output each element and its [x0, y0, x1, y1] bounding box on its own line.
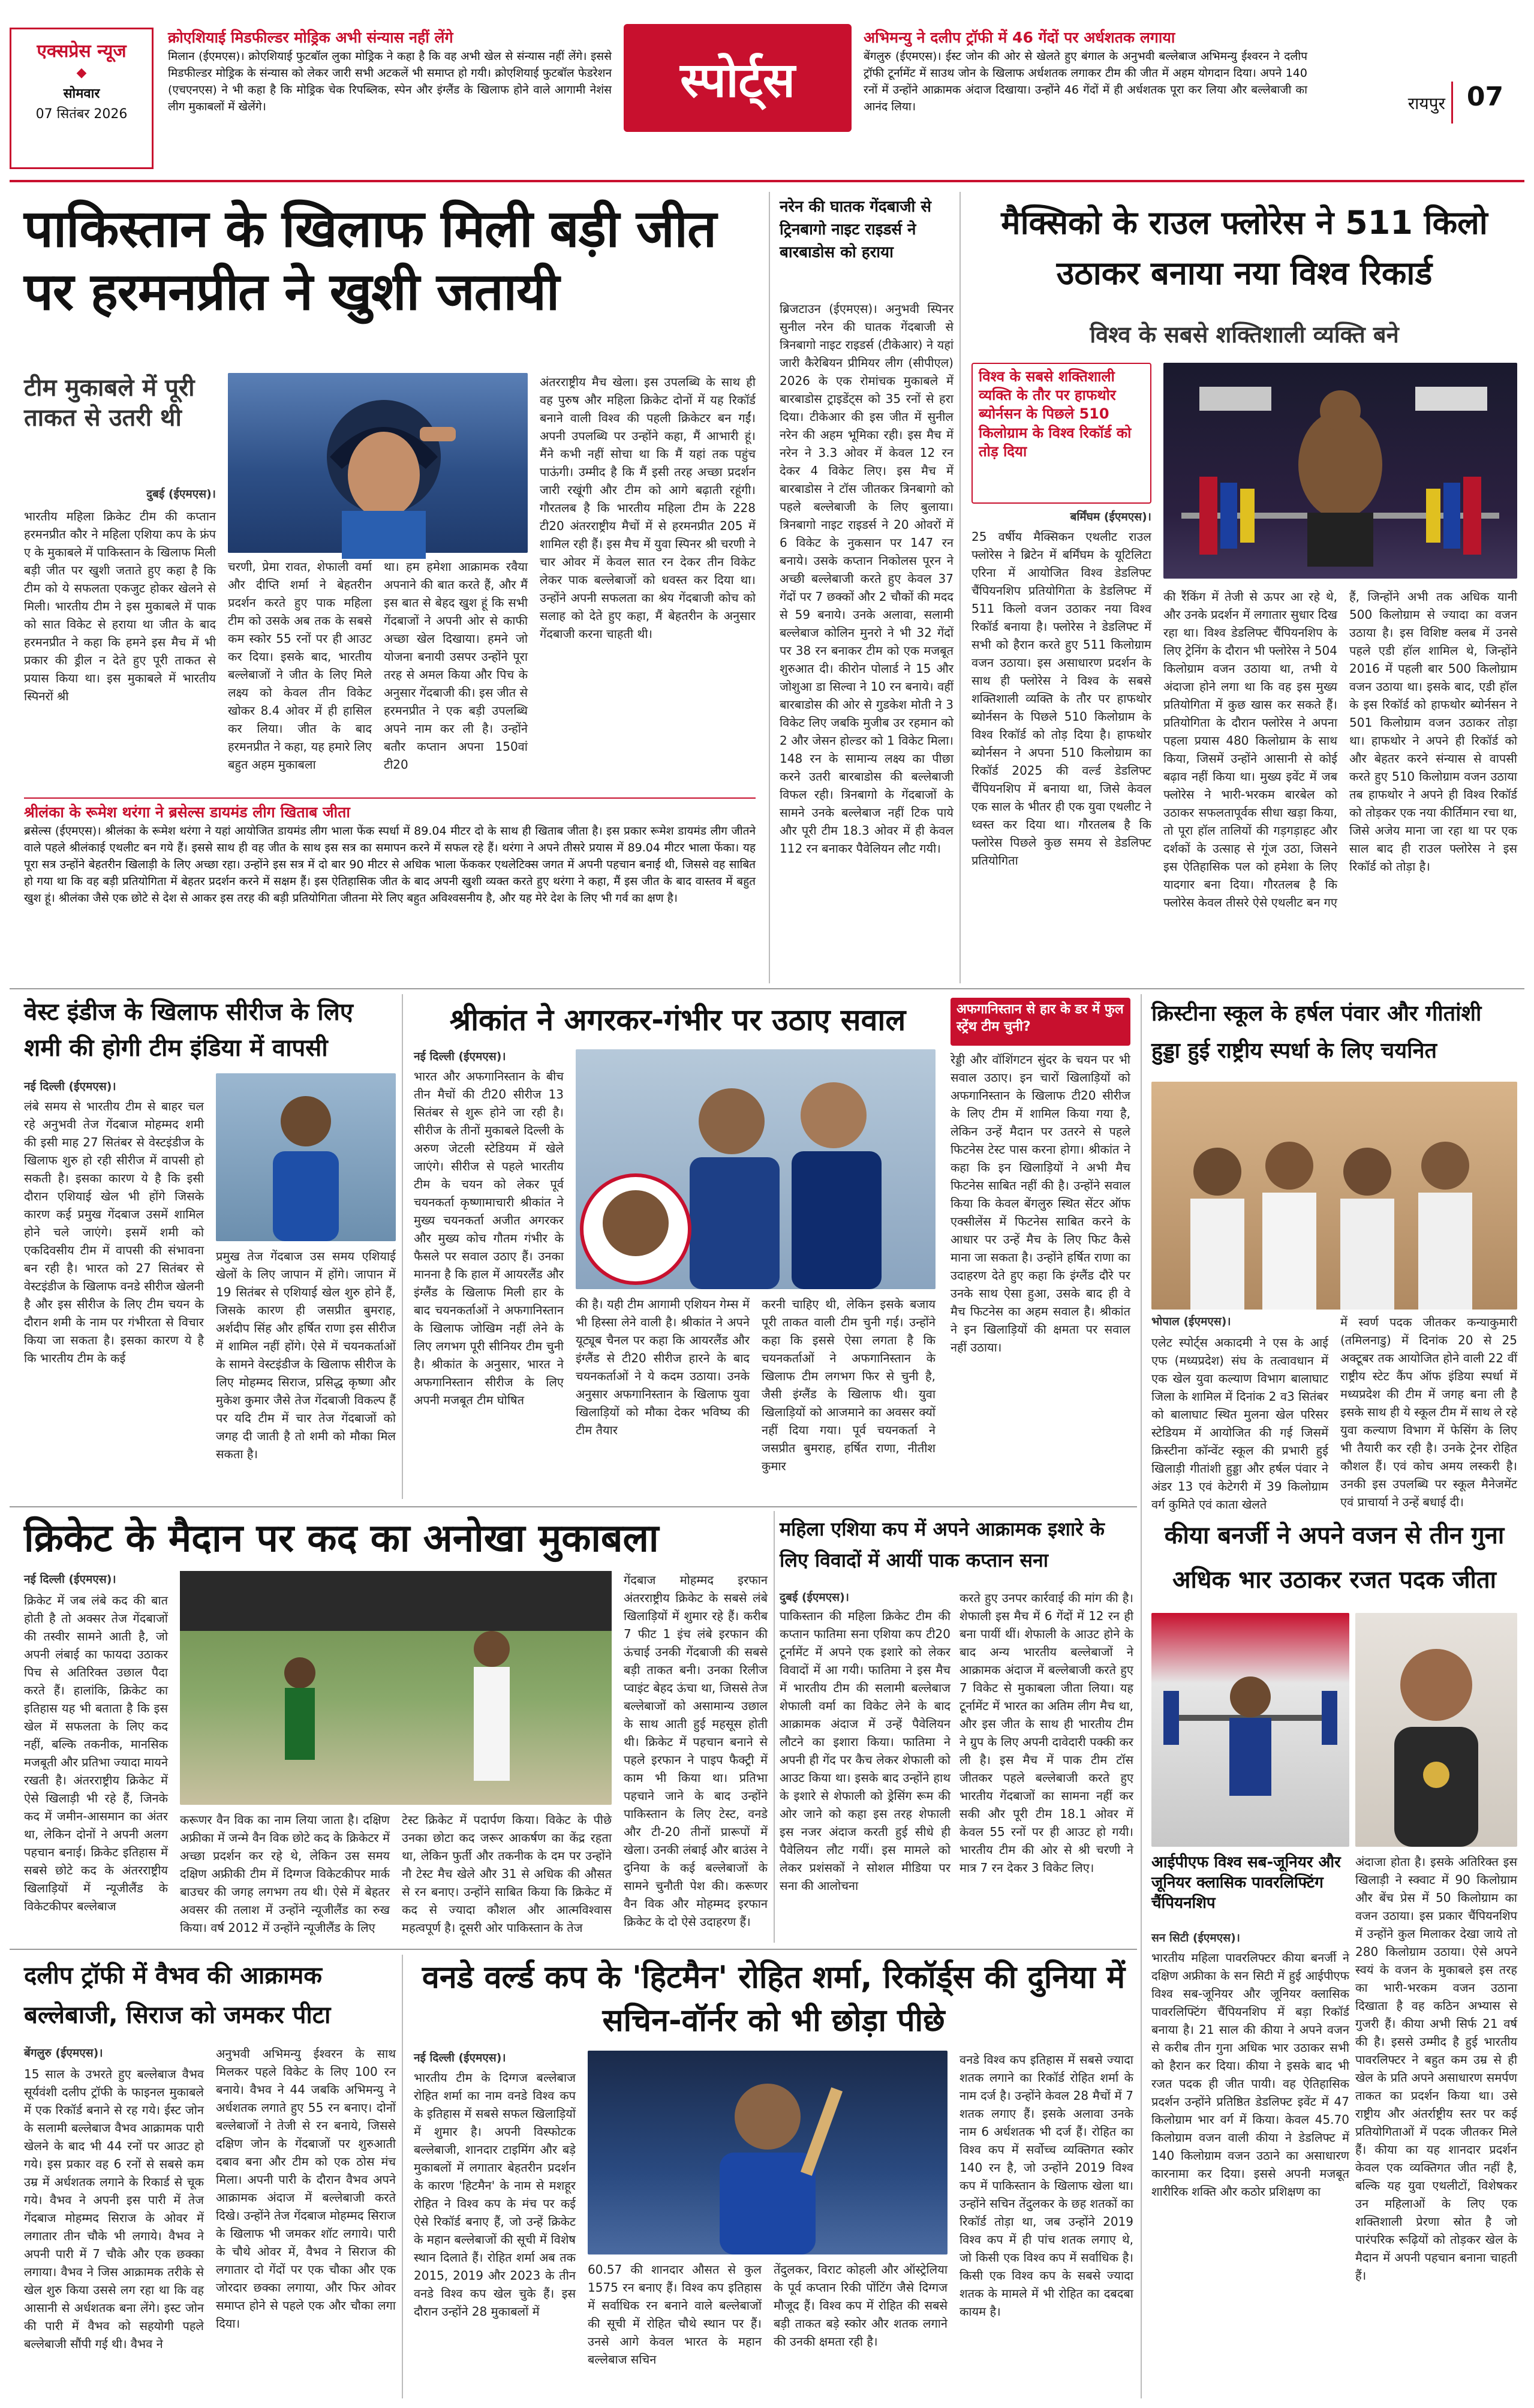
shami-dateline: नई दिल्ली (ईएमएस)।: [24, 1080, 116, 1093]
col-divider: [774, 1511, 775, 1943]
kiya-col-1: भारतीय महिला पावरलिफ्टर कीया बनर्जी ने दक्षिण अफ्रीका के सन सिटी में हुई आईपीएफ विश्व सब-जूनियर और जूनियर क्लासिक पावरलिफ्टिंग चैंपियनशिप में बड़ा रिकॉर्ड बनाया है। 21 साल की कीया ने अपने वजन से करीब तीन गुना अधिक भार उठाकर सभी को हैरान कर दिया। कीया ने इसके बाद भी रजत पदक ही जीत पायी। वह ऐतिहासिक प्रदर्शन उन्होंने प्रतिष्ठित डेडलिफ्ट इवेंट में 47 किलोग्राम भार वर्ग में किया। केवल 45.70 किलोग्राम वजन वाली कीया ने डेडलिफ्ट में 140 किलोग्राम वजन उठाने का असाधारण कारनामा कर दिया। इससे अपनी मजबूत शारीरिक शक्ति और कठोर प्रशिक्षण का: [1151, 1951, 1349, 2199]
students-illustration: [1151, 1082, 1517, 1310]
duleep-dateline: बेंगलुरु (ईएमएस)।: [24, 2046, 103, 2060]
powerlifter-illustration: [1151, 1613, 1349, 1847]
cricket-players-illustration: [180, 1571, 612, 1805]
rohit-dateline: नई दिल्ली (ईएमएस)।: [414, 2051, 506, 2064]
lead-col-3: था। हम हमेशा आक्रामक रवैया अपनाने की बात करते हैं, और मैं इस बात से बेहद खुश हूं कि सभी गेंदबाजों ने अपनी ओर से काफी अच्छा खेल दिखाया। हमने जो योजना बनायी उसपर उन्होंने पूरा तरह से अमल किया और पिच के अनुसार गेंदबाजी की। इस जीत से हरमनप्रीत ने एक बड़ी उपलब्धि अपने नाम कर ली है। उन्होंने बतौर कप्तान अपना 150वां टी20: [384, 559, 528, 772]
brief-left-text: मिलान (ईएमएस)। क्रोएशियाई फुटबॉल लुका मोड्रिक ने कहा है कि वह अभी खेल से संन्यास नहीं लेंगे। इससे मिडफील्डर मोड्रिक के संन्यास को लेकर जारी सभी अटकलें भी समाप्त हो गयी। क्रोएशियाई फुटबॉल फेडरेशन (एचएनएस) ने भी कहा है कि मोड्रिक चेक रिपब्लिक, स्पेन और इंग्लैंड के खिलाफ होने वाले आगामी नेशंस लीग मुकाबलों में खेलेंगे।: [168, 50, 612, 113]
lifter-sidebar: विश्व के सबसे शक्तिशाली व्यक्ति के तौर पर हाफथोर ब्योर्नसन के पिछले 510 किलोग्राम के विश्व रिकॉर्ड को तोड़ दिया: [971, 363, 1151, 504]
coaches-illustration: [576, 1049, 936, 1289]
lead-col-4: अंतरराष्ट्रीय मैच खेला। इस उपलब्धि के साथ ही वह पुरुष और महिला क्रिकेट दोनों में यह रिकॉर्ड बनाने वाली विश्व की पहली क्रिकेटर बन गईं। अपनी उपलब्धि पर उन्होंने कहा, मैं आभारी हूं। मैंने कभी नहीं सोचा था कि मैं यहां तक पहुंच पाऊंगी। उम्मीद है कि मैं इसी तरह अच्छा प्रदर्शन जारी रखूंगी और टीम को आगे बढ़ाती रहूंगी। गौरतलब है कि भारतीय महिला टीम के 228 टी20 अंतरराष्ट्रीय मैचों में से हरमनप्रीत 205 में शामिल रही हैं। इस मैच में युवा स्पिनर श्री चरणी ने चार ओवर में केवल सात रन देकर तीन विकेट लेकर पाक बल्लेबाजों को धवस्त कर दिया था। उन्होंने अपनी सफलता का श्रेय गेंदबाजी कोच को सलाह को देते हुए कहा, मैं बेहतरीन के अनुसार गेंदबाजी करना चाहती थी।: [540, 375, 756, 641]
srikkanth-headline: श्रीकांत ने अगरकर-गंभीर पर उठाए सवाल: [449, 1003, 906, 1037]
brand-name: एक्सप्रेस न्यूज: [37, 41, 127, 62]
lifter-subhead: विश्व के सबसे शक्तिशाली व्यक्ति बने: [1090, 321, 1399, 348]
brief-left-title: क्रोएशियाई मिडफील्डर मोड्रिक अभी संन्यास नहीं लेंगे: [168, 29, 453, 46]
header-rule: [10, 180, 1524, 182]
section-rule: [10, 988, 1524, 989]
section-rule: [10, 1506, 1137, 1507]
brief-right-text: बेंगलुरु (ईएमएस)। ईस्ट जोन की ओर से खेलते हुए बंगाल के अनुभवी बल्लेबाज अभिमन्यु ईश्वरन ने दलीप ट्रॉफी टूर्नामेंट में साउथ जोन के खिलाफ अर्धशतक लगाकर टीम की जीत में अहम योगदान दिया। अपने 140 रनों में उन्होंने आक्रामक अंदाज दिखाया। उन्होंने 46 गेंदों में ही अर्धशतक पूरा कर लिया और बल्लेबाजी का आनंद लिया।: [864, 50, 1307, 113]
rohit-photo: [588, 2051, 948, 2255]
shami-col-2: प्रमुख तेज गेंदबाज उस समय एशियाई खेलों के लिए जापान में होंगे। जापान में 19 सितंबर से एशियाई खेल शुरु होने हैं, जिसके कारण ही जसप्रीत बुमराह, अर्शदीप सिंह और हर्षित राणा इस सीरीज में शामिल नहीं होंगे। ऐसे में चयनकर्ताओं के सामने वेस्टइंडीज के खिलाफ सीरीज के लिए मोहम्मद सिराज, प्रसिद्ध कृष्णा और मुकेश कुमार जैसे तेज गेंदबाजी विकल्प हैं पर यदि टीम में चार तेज गेंदबाजों को जगह दी जाती है तो शमी को मौका मिल सकता है।: [216, 1249, 396, 1461]
rohit-col-4: वनडे विश्व कप इतिहास में सबसे ज्यादा शतक लगाने का रिकॉर्ड रोहित शर्मा के नाम दर्ज है। उन्होंने केवल 28 मैचों में 7 शतक लगाए हैं। इसके अलावा उनके नाम 6 अर्धशतक भी दर्ज हैं। रोहित का विश्व कप में सर्वोच्च व्यक्तिगत स्कोर 140 रन है, जो उन्होंने 2019 विश्व कप में पाकिस्तान के खिलाफ खेला था। उन्होंने सचिन तेंदुलकर के छह शतकों का रिकॉर्ड तोड़ा था, जब उन्होंने 2019 विश्व कप में ही पांच शतक लगाए थे, जो किसी एक विश्व कप में सर्वाधिक है। किसी एक विश्व कप के सबसे ज्यादा शतक के मामले में भी रोहित का दबदबा कायम है।: [959, 2052, 1133, 2319]
deadlift-illustration: [1163, 363, 1517, 579]
lead-photo: [228, 373, 528, 553]
brief-right: [864, 28, 1307, 169]
height-dateline: नई दिल्ली (ईएमएस)।: [24, 1573, 116, 1586]
section-title: स्पोर्ट्स: [624, 24, 852, 132]
srikkanth-dateline: नई दिल्ली (ईएमएस)।: [414, 1050, 506, 1063]
col-divider: [769, 192, 770, 983]
shami-headline: वेस्ट इंडीज के खिलाफ सीरीज के लिए शमी की होगी टीम इंडिया में वापसी: [24, 998, 353, 1062]
srikkanth-tag: अफगानिस्तान से हार के डर में फुल स्ट्रेंथ टीम चुनी?: [951, 998, 1130, 1046]
kiya-dateline: सन सिटी (ईएमएस)।: [1151, 1931, 1240, 1945]
javelin-brief-title: श्रीलंका के रूमेश थरंगा ने ब्रसेल्स डायमंड लीग खिताब जीता: [24, 803, 350, 821]
col-divider: [402, 994, 403, 1499]
kiya-col-2: अंदाजा होता है। इसके अतिरिक्त इस खिलाड़ी ने स्क्वाट में 90 किलोग्राम और बेंच प्रेस में 50 किलोग्राम का वजन उठाया। इस प्रकार चैंपियनशिप में उन्होंने कुल मिलाकर देखा जाये तो 280 किलोग्राम उठाया। ऐसे अपने स्वयं के वजन के मुकाबले इस तरह का भारी-भरकम वजन उठाना दिखाता है वह कठिन अभ्यास से गुजरी हैं। कीया अभी सिर्फ 21 वर्ष की है। इससे उम्मीद है हुई भारतीय पावरलिफ्टर ने बहुत कम उम्र से ही खेल के प्रति अपने असाधारण समर्पण ताकत का प्रदर्शन किया था। उसे राष्ट्रीय और अंतर्राष्ट्रीय स्तर पर कई प्रतियोगिताओं में पदक जीतकर मिले हैं। कीया का यह शानदार प्रदर्शन केवल एक व्यक्तिगत जीत नहीं है, बल्कि यह युवा एथलीटों, विशेषकर उन महिलाओं के लिए एक शक्तिशाली प्रेरणा स्रोत है जो पारंपरिक रूढ़ियों को तोड़कर खेल के मैदान में अपनी पहचान बनाना चाहती हैं।: [1355, 1855, 1517, 2283]
rohit-col-1: भारतीय टीम के दिग्गज बल्लेबाज रोहित शर्मा का नाम वनडे विश्व कप के इतिहास में सबसे सफल खिलाड़ियों में शुमार है। अपनी विस्फोटक बल्लेबाजी, शानदार टाइमिंग और बड़े मुकाबलों में लगातार बेहतरीन प्रदर्शन के कारण 'हिटमैन' के नाम से मशहूर रोहित ने विश्व कप के मंच पर कई ऐसे रिकॉर्ड बनाए हैं, जो उन्हें क्रिकेट के महान बल्लेबाजों की सूची में विशेष स्थान दिलाते हैं। रोहित शर्मा अब तक 2015, 2019 और 2023 के तीन वनडे विश्व कप खेल चुके हैं। इस दौरान उन्होंने 28 मुकाबलों में: [414, 2070, 576, 2319]
javelin-brief-text: ब्रसेल्स (ईएमएस)। श्रीलंका के रूमेश थरंगा ने यहां आयोजित डायमंड लीग भाला फेंक स्पर्धा में 89.04 मीटर दो के साथ ही खिताब जीता है। इस प्रकार रूमेश डायमंड लीग जीतने वाले पहले श्रीलंकाई एथलीट बन गये हैं। इससे साथ ही वह जीत के साथ इस सत्र का समापन करने में सफल रहे हैं। थरंगा ने अपने तीसरे प्रयास में 89.04 मीटर भाला फेंका। यह पूरा सत्र उन्होंने बेहतरीन खिलाड़ी के लिए अच्छा रहा। उन्होंने इस सत्र में दो बार 90 मीटर से अधिक भाला फेंककर एथलेटिक्स जगत में अपनी पहचान बनाई थी, जिससे वह साबित हो गया था कि वह बड़ी प्रतियोगिता में बेहतर प्रदर्शन करने में सक्षम हैं। इस ऐतिहासिक जीत के बाद अपनी खुशी व्यक्त करते हुए थरंगा ने कहा, मैं इस जीत के बाद वास्तव में बहुत खुश हूं। श्रीलंका जैसे एक छोटे से देश से आकर इस तरह की बड़ी प्रतियोगिता जीतना मेरे लिए बहुत अविश्वसनीय है, और यह मेरे देश के लिए भी गर्व का क्षण है।: [24, 824, 756, 905]
medal-winner-illustration: [1355, 1613, 1517, 1847]
height-col-2: करूणर वैन विक का नाम लिया जाता है। दक्षिण अफ्रीका में जन्मे वैन विक छोटे कद के क्रिकेटर में अच्छा प्रदर्शन कर रहे थे, लेकिन उस समय दक्षिण अफ्रीकी टीम में दिग्गज विकेटकीपर मार्क बाउचर की जगह लगभग तय थी। ऐसे में बेहतर अवसर की तलाश में उन्होंने न्यूजीलैंड का रुख किया। वर्ष 2012 में उन्होंने न्यूजीलैंड के लिए: [180, 1813, 390, 1935]
kiya-photo-right: [1355, 1613, 1517, 1847]
kiya-photo-caption: आईपीएफ विश्व सब-जूनियर और जूनियर क्लासिक पावरलिफ्टिंग चैंपियनशिप: [1151, 1853, 1341, 1912]
narine-headline: नरेन की घातक गेंदबाजी से ट्रिनबागो नाइट राइडर्स ने बारबाडोस को हराया: [780, 198, 931, 261]
lifter-col-2: की रैंकिंग में तेजी से ऊपर आ रहे थे, और उनके प्रदर्शन में लगातार सुधार दिख रहा था। विश्व डेडलिफ्ट चैंपियनशिप के लिए ट्रेनिंग के दौरान भी फ्लोरेस ने 504 किलोग्राम वजन उठाया था, तभी ये अंदाजा होने लगा था कि वह इस मुख्य प्रतियोगिता में कुछ खास कर सकते हैं। प्रतियोगिता के दौरान फ्लोरेस ने अपना पहला प्रयास 480 किलोग्राम के साथ किया, जिसमें उन्होंने आसानी से कोई बढ़ाव नहीं किया था। मुख्य इवेंट में जब फ्लोरेस ने भारी-भरकम बारबेल को उठाकर सफलतापूर्वक सीधा खड़ा किया, तो पूरा हॉल तालियों की गड़गड़ाहट और दर्शकों के उत्साह से गूंज उठा, जिसने इस ऐतिहासिक पल को हमेशा के लिए यादगार बना दिया। गौरतलब है कि फ्लोरेस केवल तीसरे ऐसे एथलीट बन गए: [1163, 589, 1337, 910]
srikkanth-photo: [576, 1049, 936, 1289]
lifter-col-1: 25 वर्षीय मैक्सिकन एथलीट राउल फ्लोरेस ने ब्रिटेन में बर्मिंघम के यूटिलिटा एरिना में आयोजित विश्व डेडलिफ्ट चैंपियनशिप प्रतियोगिता के डेडलिफ्ट में 511 किलो वजन उठाकर नया विश्व रिकॉर्ड बनाया है। फ्लोरेस ने डेडलिफ्ट में सभी को हैरान करते हुए 511 किलोग्राम वजन उठाया। इस असाधारण प्रदर्शन के साथ ही फ्लोरेस ने विश्व के सबसे शक्तिशाली व्यक्ति के तौर पर हाफथोर ब्योर्नसन के पिछले 510 किलोग्राम के विश्व रिकॉर्ड को तोड़ दिया है। हाफथोर ब्योर्नसन ने अपना 510 किलोग्राम का रिकॉर्ड 2025 की वर्ल्ड डेडलिफ्ट चैंपियनशिप में बनाया था, जिसे केवल एक साल के भीतर ही एक युवा एथलीट ने ध्वस्त कर दिया था। गौरतलब है कि फ्लोरेस पिछले कुछ समय से डेडलिफ्ट प्रतियोगिता: [971, 529, 1151, 868]
lead-headline: पाकिस्तान के खिलाफ मिली बड़ी जीत पर हरमनप्रीत ने खुशी जतायी: [24, 199, 716, 322]
narine-text: ब्रिजटाउन (ईएमएस)। अनुभवी स्पिनर सुनील नरेन की घातक गेंदबाजी से त्रिनबागो नाइट राइडर्स (टीकेआर) ने यहां जारी कैरेबियन प्रीमियर लीग (सीपीएल) 2026 के एक रोमांचक मुकाबले में बारबाडोस ट्राइडेंट्स को 35 रनों से हरा दिया। टीकेआर की इस जीत में सुनील नरेन की अहम भूमिका रही। इस मैच में नरेन ने 3.3 ओवर में केवल 12 रन देकर 4 विकेट लिए। इस मैच में बारबाडोस ने टॉस जीतकर त्रिनबागो को पहले बल्लेबाजी के लिए बुलाया। त्रिनबागो नाइट राइडर्स ने 20 ओवरों में 6 विकेट के नुकसान पर 147 रन बनाये। उसके कप्तान निकोलस पूरन ने अच्छी बल्लेबाजी करते हुए केवल 37 गेंदों पर 7 छक्कों और 2 चौकों की मदद से 59 बनाये। उनके अलावा, सलामी बल्लेबाज कोलिन मुनरो ने भी 32 गेंदों पर 38 रन बनाकर टीम को एक मजबूत शुरुआत दी। कीरोन पोलार्ड ने 15 और जोशुआ डा सिल्वा ने 10 रन बनाये। वहीं बारबाडोस की ओर से गुडकेश मोती ने 3 विकेट लिए जबकि मुजीब उर रहमान को 2 और जेसन होल्डर को 1 विकेट मिला। 148 रन के सामान्य लक्ष्य का पीछा करने उतरी बारबाडोस की बल्लेबाजी विफल रही। त्रिनबागो के गेंदबाजों के सामने उनके बल्लेबाज नहीं टिक पाये और पूरी टीम 18.3 ओवर में ही केवल 112 रन बनाकर पैवेलियन लौट गयी।: [780, 302, 954, 856]
rohit-headline: वनडे वर्ल्ड कप के 'हिटमैन' रोहित शर्मा, रिकॉर्ड्स की दुनिया में सचिन-वॉर्नर को भी छोड़ा पीछे: [422, 1959, 1126, 2039]
srikkanth-col-4: रेड्डी और वॉशिंगटन सुंदर के चयन पर भी सवाल उठाए। इन चारों खिलाड़ियों को अफगानिस्तान के खिलाफ टी20 सीरीज के लिए टीम में शामिल किया गया है, लेकिन उन्हें मैदान पर उतरने से पहले फिटनेस टेस्ट पास करना होगा। श्रीकांत ने कहा कि इन खिलाड़ियों ने अभी मैच फिटनेस साबित नहीं की है। उन्होंने सवाल किया कि केवल बेंगलुरु स्थित सेंटर ऑफ एक्सीलेंस में फिटनेस साबित करने के आधार पर उन्हें मैच के लिए फिट कैसे माना जा सकता है। उन्होंने हर्षित राणा का उदाहरण देते हुए कहा कि इंग्लैंड दौरे पर उनके साथ ऐसा हुआ, उसके बाद ही वे मैच फिटनेस का अहम सवाल है। श्रीकांत ने इन खिलाड़ियों की क्षमता पर सवाल नहीं उठाया।: [951, 1052, 1130, 1354]
srikkanth-col-1: भारत और अफगानिस्तान के बीच तीन मैचों की टी20 सीरीज 13 सितंबर से शुरू होने जा रही है। सीरीज के तीनों मुकाबले दिल्ली के अरुण जेटली स्टेडियम में खेले जाएंगे। सीरीज से पहले भारतीय टीम के चयन को लेकर पूर्व चयनकर्ता कृष्णामाचारी श्रीकांत ने मुख्य चयनकर्ता अजीत अगरकर और मुख्य कोच गौतम गंभीर के फैसले पर सवाल उठाए हैं। उनका मानना है कि हाल में आयरलैंड और इंग्लैंड के खिलाफ मिली हार के बाद चयनकर्ताओं ने अफगानिस्तान के खिलाफ जोखिम नहीं लेने के लिए लगभग पूरी सीनियर टीम चुनी है। श्रीकांत के अनुसार, भारत ने अफगानिस्तान सीरीज के लिए अपनी मजबूत टीम घोषित: [414, 1069, 564, 1407]
christina-dateline: भोपाल (ईएमएस)।: [1151, 1315, 1231, 1328]
col-divider: [1141, 1511, 1142, 2398]
rohit-col-2: 60.57 की शानदार औसत से कुल 1575 रन बनाए हैं। विश्व कप इतिहास में सर्वाधिक रन बनाने वाले बल्लेबाजों की सूची में रोहित चौथे स्थान पर हैं। उनसे आगे केवल भारत के महान बल्लेबाज सचिन: [588, 2262, 762, 2367]
christina-photo: [1151, 1082, 1517, 1310]
sana-col-2: करते हुए उनपर कार्रवाई की मांग की है। शेफाली इस मैच में 6 गेंदों में 12 रन ही बना पायीं थीं। शेफाली के आउट होने के बाद अन्य भारतीय बल्लेबाजों ने आक्रामक अंदाज में बल्लेबाजी करते हुए 7 विकेट से मुकाबला जीता लिया। यह टूर्नामेंट में भारत का अतिम लीग मैच था, और इस जीत के साथ ही भारतीय टीम ने ग्रुप के लिए अपनी दावेदारी पक्की कर ली है। इस मैच में पाक टीम टॉस जीतकर पहले बल्लेबाजी करते हुए भारतीय गेंदबाजों का सामना नहीं कर सकी और पूरी टीम 18.1 ओवर में केवल 55 रनों पर ही आउट हो गयी। भारतीय टीम की ओर से श्री चरणी ने मात्र 7 रन देकर 3 विकेट लिए।: [959, 1591, 1133, 1875]
lead-subhead: टीम मुकाबले में पूरी ताकत से उतरी थी: [24, 374, 195, 432]
sana-col-1: पाकिस्तान की महिला क्रिकेट टीम की कप्तान फातिमा सना एशिया कप टी20 टूर्नामेंट में अपने एक इशारे को लेकर विवादों में आ गयी। फातिमा ने इस मैच में भारतीय टीम की सलामी बल्लेबाज शेफाली वर्मा का विकेट लेने के बाद आक्रामक अंदाज में उन्हें पैवेलियन लौटने का इशारा किया। फातिमा ने अपनी ही गेंद पर कैच लेकर शेफाली को आउट किया था। इसके बाद उन्होंने हाथ के इशारे से शेफाली को ड्रेसिंग रूम की ओर जाने को कहा इस तरह शेफाली इस नजर अंदाज करती हुई सीधे ही पैवेलियन लौट गयीं। इस मामले को लेकर प्रशंसकों ने सोशल मीडिया पर सना की आलोचना: [780, 1609, 951, 1893]
javelin-brief: [24, 797, 756, 983]
height-col-3: टेस्ट क्रिकेट में पदार्पण किया। विकेट के पीछे उनका छोटा कद जरूर आकर्षण का केंद्र रहता था, लेकिन फुर्ती और तकनीक के दम पर उन्होंने नौ टेस्ट मैच खेले और 31 से अधिक की औसत से रन बनाए। उन्होंने साबित किया कि क्रिकेट में कद से ज्यादा कौशल और आत्मविश्वास महत्वपूर्ण है। दूसरी ओर पाकिस्तान के तेज: [402, 1813, 612, 1935]
lifter-photo: [1163, 363, 1517, 579]
bowler-illustration: [216, 1073, 396, 1241]
issue-day: सोमवार: [63, 86, 100, 101]
lead-col-1: भारतीय महिला क्रिकेट टीम की कप्तान हरमनप्रीत कौर ने महिला एशिया कप के फ्रंप ए के मुकाबले में पाकिस्तान के खिलाफ मिली बड़ी जीत पर खुशी जताते हुए कहा है कि टीम को ये सफलता एकजुट होकर खेलने से मिली। भारतीय टीम ने इस मुकाबले में पाक को सात विकेट से हराया था जीत के बाद हरमनप्रीत ने कहा कि हमने इस मैच में भी प्रकार की ड्रील न देते हुए पूरी ताकत से प्रयास किया था। इस मुकाबले में भारतीय स्पिनरों श्री: [24, 509, 216, 703]
brief-left: [168, 28, 612, 169]
height-col-4: गेंदबाज मोहम्मद इरफान अंतरराष्ट्रीय क्रिकेट के सबसे लंबे खिलाड़ियों में शुमार रहे हैं। करीब 7 फीट 1 इंच लंबे इरफान की ऊंचाई उनकी गेंदबाजी की सबसे बड़ी ताकत बनी। उनका रिलीज प्वाइंट बेहद ऊंचा था, जिससे तेज बल्लेबाजों को असामान्य उछाल के साथ आती हुई महसूस होती थी। क्रिकेट में पहचान बनाने से पहले इरफान ने पाइप फैक्ट्री में काम भी किया था। प्रतिभा पहचाने जाने के बाद उन्होंने पाकिस्तान के लिए टेस्ट, वनडे और टी-20 तीनों प्रारूपों में खेला। उनकी लंबाई और बाउंस ने दुनिया के कई बल्लेबाजों के सामने चुनौती पेश की। करूणर वैन विक और मोहम्मद इरफान क्रिकेट के दो ऐसे उदाहरण हैं।: [624, 1573, 768, 1929]
lifter-headline: मैक्सिको के राउल फ्लोरेस ने 511 किलो उठाकर बनाया नया विश्व रिकार्ड: [1001, 204, 1488, 292]
lead-dateline: दुबई (ईएमएस)।: [146, 487, 216, 501]
col-divider: [959, 192, 961, 983]
city-name: रायपुर: [1407, 94, 1445, 113]
christina-headline: क्रिस्टीना स्कूल के हर्षल पंवार और गीतांशी हुड्डा हुई राष्ट्रीय स्पर्धा के लिए चयनित: [1151, 1001, 1482, 1063]
srikkanth-col-2: की है। यही टीम आगामी एशियन गेम्स में भी हिस्सा लेने वाली है। श्रीकांत ने अपने यूट्यूब चैनल पर कहा कि आयरलैंड और इंग्लैंड से टी20 सीरीज हारने के बाद चयनकर्ताओं ने ये कदम उठाया। उनके अनुसार अफगानिस्तान के खिलाफ युवा खिलाड़ियों को मौका देकर भविष्य की टीम तैयार: [576, 1297, 750, 1437]
shami-col-1: लंबे समय से भारतीय टीम से बाहर चल रहे अनुभवी तेज गेंदबाज मोहम्मद शमी की इसी माह 27 सितंबर से वेस्टइंडीज के खिलाफ शुरु हो रही सीरीज में वापसी हो सकती है। इसका कारण ये है कि इसी दौरान एशियाई खेल भी होंगे जिसके कारण कई प्रमुख गेंदबाज उसमें शामिल होने चले जाएंगे। इसमें शमी को एकदिवसीय टीम में वापसी की संभावना बन रही है। भारत को 27 सितंबर से वेस्टइंडीज के खिलाफ वनडे सीरीज खेलनी है और इस सीरीज के लिए टीम चयन के दौरान शमी के नाम पर गंभीरता से विचार किया जा सकता है। इसका कारण ये है कि भारतीय टीम के कई: [24, 1099, 204, 1365]
duleep-headline: दलीप ट्रॉफी में वैभव की आक्रामक बल्लेबाजी, सिराज को जमकर पीटा: [24, 1962, 331, 2029]
duleep-col-2: अनुभवी अभिमन्यु ईश्वरन के साथ मिलकर पहले विकेट के लिए 100 रन बनाये। वैभव ने 44 जबकि अभिमन्यु ने अर्धशतक लगाते हुए 55 रन बनाए। दोनों बल्लेबाजों ने तेजी से रन बनाये, जिससे दक्षिण जोन के गेंदबाजों पर शुरुआती दबाव बना और टीम को एक ठोस मंच मिला। अपनी पारी के दौरान वैभव अपने आक्रामक अंदाज में बल्लेबाजी करते दिखे। उन्होंने तेज गेंदबाज मोहम्मद सिराज के खिलाफ भी जमकर शॉट लगाये। पारी के चौथे ओवर में, वैभव ने सिराज की लगातार दो गेंदों पर एक चौका और एक जोरदार छक्का लगाया, और फिर ओवर समाप्त होने से पहले एक और चौका लगा दिया।: [216, 2046, 396, 2331]
christina-col-2: में स्वर्ण पदक जीतकर कन्याकुमारी (तमिलनाडु) में दिनांक 20 से 25 अक्टूबर तक आयोजित होने वाली 22 वीं राष्ट्रीय स्टेट कैंप ऑफ इंडिया स्पर्धा में मध्यप्रदेश की टीम में जगह बना ली है इसके साथ ही ये स्कूल टीम में साथ ले रहे युवा कल्याण विभाग में फेसिंग के लिए भी तैयारी कर रही है। उनके ट्रेनर रोहित कौशल हैं। एवं कोच अमय लस्करी है। उनकी इस उपलब्धि पर स्कूल मैनेजमेंट एवं प्राचार्या ने उन्हें बधाई दी।: [1340, 1315, 1517, 1509]
lead-col-2: चरणी, प्रेमा रावत, शेफाली वर्मा और दीप्ति शर्मा ने बेहतरीन प्रदर्शन करते हुए पाक महिला टीम को उसके अब तक के सबसे कम स्कोर 55 रनों पर ही आउट कर दिया। इसके बाद, भारतीय बल्लेबाजों ने जीत के लिए मिले लक्ष्य को केवल तीन विकेट खोकर 8.4 ओवर में ही हासिल कर लिया। जीत के बाद हरमनप्रीत ने कहा, यह हमारे लिए बहुत अहम मुकाबला: [228, 559, 372, 772]
duleep-col-1: 15 साल के उभरते हुए बल्लेबाज वैभव सूर्यवंशी दलीप ट्रॉफी के फाइनल मुकाबले में एक रिकॉर्ड बनाने से रह गये। ईस्ट जोन के सलामी बल्लेबाज वैभव आक्रामक पारी खेलने के बाद भी 44 रनों पर आउट हो गये। इस प्रकार वह 6 रनों से सबसे कम उम्र में अर्धशतक लगाने के रिकार्ड से चूक गये। वैभव ने अपनी इस पारी में तेज गेंदबाज मोहम्मद सिराज के ओवर में लगातार तीन चौके भी लगाये। वैभव ने अपनी पारी में 7 चौके और एक छक्का लगाया। वैभव ने जिस आक्रामक तरीके से खेल शुरु किया उससे लग रहा था कि वह आसानी से अर्धशतक बना लेंगे। इस्ट जोन की पारी में वैभव को सहयोगी पहले बल्लेबाजी सौंपी गई थी। वैभव ने: [24, 2067, 204, 2351]
sana-headline: महिला एशिया कप में अपने आक्रामक इशारे के लिए विवादों में आयीं पाक कप्तान सना: [780, 1518, 1105, 1572]
section-rule: [10, 1949, 1137, 1950]
brand-diamond-icon: ◆: [76, 65, 87, 80]
shami-photo: [216, 1073, 396, 1241]
cricketer-helmet-illustration: [228, 373, 528, 553]
srikkanth-col-3: करनी चाहिए थी, लेकिन इसके बजाय पूरी ताकत वाली टीम चुनी गई। उन्होंने कहा कि इससे ऐसा लगता है कि चयनकर्ताओं ने अफगानिस्तान के खिलाफ टीम लगभग फिर से चुनी है, जैसी इंग्लैंड के खिलाफ थी। युवा खिलाड़ियों को आजमाने का अवसर क्यों नहीं दिया गया। पूर्व चयनकर्ता ने जसप्रीत बुमराह, हर्षित राणा, नीतीश कुमार: [762, 1297, 936, 1473]
batsman-illustration: [588, 2051, 948, 2255]
brand-box: [10, 28, 154, 169]
height-headline: क्रिकेट के मैदान पर कद का अनोखा मुकाबला: [24, 1516, 659, 1561]
issue-date: 07 सितंबर 2026: [35, 107, 128, 122]
lifter-col-3: हैं, जिन्होंने अभी तक अधिक यानी 500 किलोग्राम से ज्यादा का वजन उठाया है। इस विशिष्ट क्लब में उनसे पहले एडी हॉल शामिल थे, जिन्होंने 2016 में पहली बार 500 किलोग्राम वजन उठाया था। इसके बाद, एडी हॉल के इस रिकॉर्ड को हाफथोर ब्योर्नसन ने 501 किलोग्राम वजन उठाकर तोड़ा था। हाफथोर ने अपने ही रिकॉर्ड को और बेहतर करने संन्यास से वापसी करते हुए 510 किलोग्राम वजन उठाया तब हाफथोर ने अपने ही विश्व रिकॉर्ड को तोड़कर एक नया कीर्तिमान रचा था, जिसे अजेय माना जा रहा था पर एक साल बाद ही राउल फ्लोरेस ने इस रिकॉर्ड को तोड़ा है।: [1349, 589, 1517, 874]
christina-col-1: एलेट स्पोर्ट्स अकादमी ने एस के आई एफ (मध्यप्रदेश) संघ के तत्वावधान में एक खेल युवा कल्याण विभाग बालाघाट जिला के शामिल में दिनांक 2 व3 सितंबर को बालाघाट स्थित मुलना खेल परिसर स्टेडियम में आयोजित की गई जिसमें क्रिस्टीना कॉन्वेंट स्कूल की प्रभारी हुई खिलाड़ी गीतांशी हुड्डा और हर्षल पंवार ने अंडर 13 एवं केटेगरी में 39 किलोग्राम वर्ग कुमिते एवं काता खेलते: [1151, 1335, 1328, 1512]
col-divider: [402, 1955, 403, 2398]
sana-dateline: दुबई (ईएमएस)।: [780, 1591, 849, 1604]
height-col-1: क्रिकेट में जब लंबे कद की बात होती है तो अक्सर तेज गेंदबाजों की तस्वीर सामने आती है, जो अपनी लंबाई का फायदा उठाकर पिच से अतिरिक्त उछाल पैदा करते हैं। हालांकि, क्रिकेट का इतिहास यह भी बताता है कि इस खेल में सफलता के लिए कद नहीं, बल्कि तकनीक, मानसिक मजबूती और प्रतिभा ज्यादा मायने रखती है। अंतरराष्ट्रीय क्रिकेट में ऐसे खिलाड़ी भी रहे हैं, जिनके कद में जमीन-आसमान का अंतर था, लेकिन दोनों ने अपनी अलग पहचान बनाई। क्रिकेट इतिहास में सबसे छोटे कद के अंतरराष्ट्रीय खिलाड़ियों में न्यूजीलैंड के विकेटकीपर बल्लेबाज: [24, 1593, 168, 1913]
page-number: 07: [1451, 82, 1517, 124]
lifter-dateline: बर्मिंघम (ईएमएस)।: [1070, 510, 1151, 523]
brief-right-title: अभिमन्यु ने दलीप ट्रॉफी में 46 गेंदों पर अर्धशतक लगाया: [864, 29, 1175, 46]
height-photo: [180, 1571, 612, 1805]
kiya-photo-left: [1151, 1613, 1349, 1847]
rohit-col-3: तेंदुलकर, विराट कोहली और ऑस्ट्रेलिया के पूर्व कप्तान रिकी पोंटिंग जैसे दिग्गज मौजूद हैं। विश्व कप में रोहित की सबसे बड़ी ताकत बड़े स्कोर और शतक लगाने की उनकी क्षमता रही है।: [774, 2262, 948, 2349]
kiya-headline: कीया बनर्जी ने अपने वजन से तीन गुना अधिक भार उठाकर रजत पदक जीता: [1164, 1522, 1505, 1594]
